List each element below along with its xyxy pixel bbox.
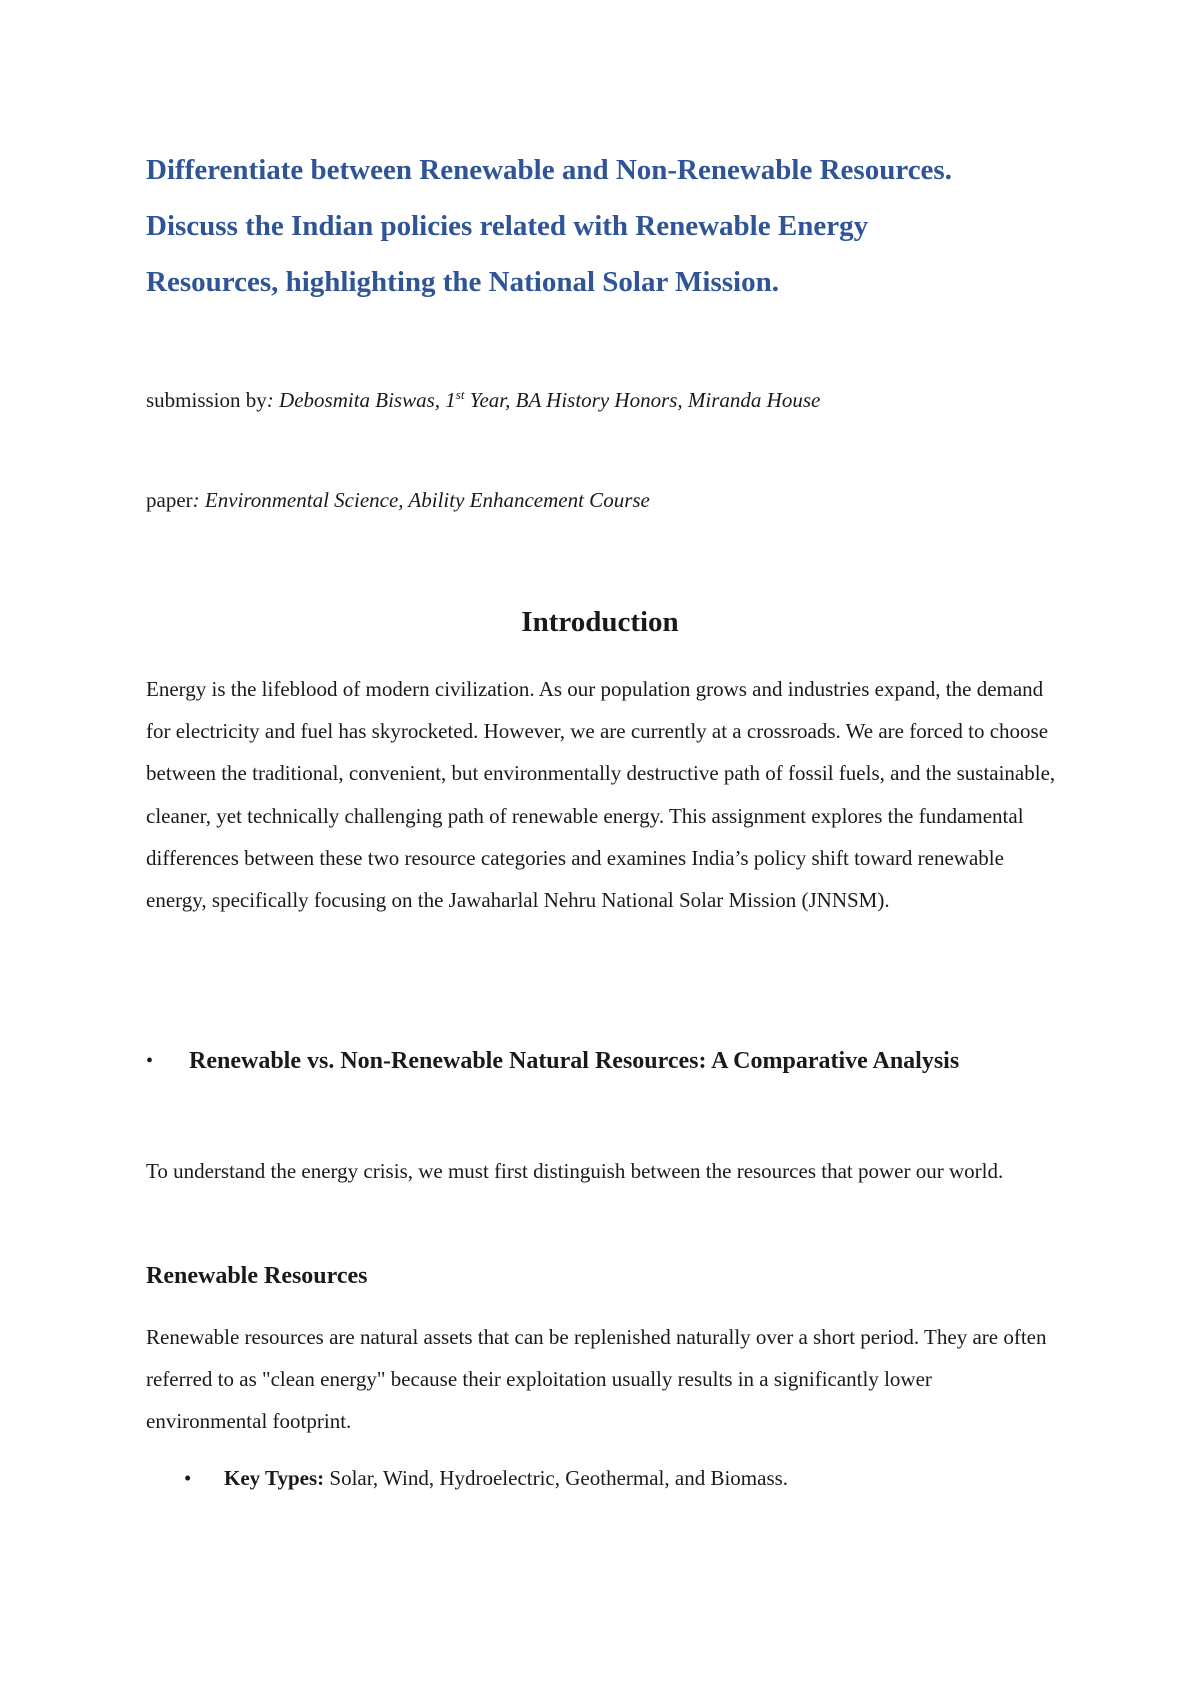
submission-line [146,380,886,420]
key-types-bullet-icon: • [184,1466,192,1490]
key-types-list-item [146,1458,1046,1498]
key-types-value: Solar, Wind, Hydroelectric, Geothermal, and Biomass. [324,1466,789,1490]
paper-colon: : [192,488,200,512]
renewable-heading: Renewable Resources [146,1263,368,1289]
renewable-paragraph: Renewable resources are natural assets that can be replenished naturally over a short period. They are often referred to as "clean energy" because their exploitation usually results in a significantly lower environmental footprint. [146,1325,1047,1433]
submission-details: Year, BA History Honors, Miranda House [464,388,821,412]
submission-label: submission by [146,388,267,412]
comparison-bullet-icon: • [146,1050,154,1072]
key-types-label: Key Types: [224,1466,325,1490]
submission-colon: : [266,388,274,412]
paper-line [146,480,1046,520]
comparison-heading: Renewable vs. Non-Renewable Natural Resources: A Comparative Analysis [189,1048,960,1074]
submission-ordinal-suffix: st [455,387,465,402]
introduction-heading: Introduction [521,606,679,638]
comparison-paragraph: To understand the energy crisis, we must first distinguish between the resources that power our world. [146,1159,1004,1183]
paper-value: Environmental Science, Ability Enhancement Course [199,488,650,512]
submission-author: Debosmita Biswas, 1 [273,388,456,412]
introduction-paragraph: Energy is the lifeblood of modern civilization. As our population grows and industries expand, the demand for electricity and fuel has skyrocketed. However, we are currently at a crossroads. We are forced to choose between the traditional, convenient, but environmentally destructive path of fossil fuels, and the sustainable, cleaner, yet technically challenging path of renewable energy. This assignment explores the fundamental differences between these two resource categories and examines India’s policy shift toward renewable energy, specifically focusing on the Jawaharlal Nehru National Solar Mission (JNNSM). [146,677,1056,913]
paper-label: paper [146,488,193,512]
document-title: Differentiate between Renewable and Non-Renewable Resources. Discuss the Indian policies related with Renewable Energy Resources, highlighting the National Solar Mission. [146,154,952,298]
